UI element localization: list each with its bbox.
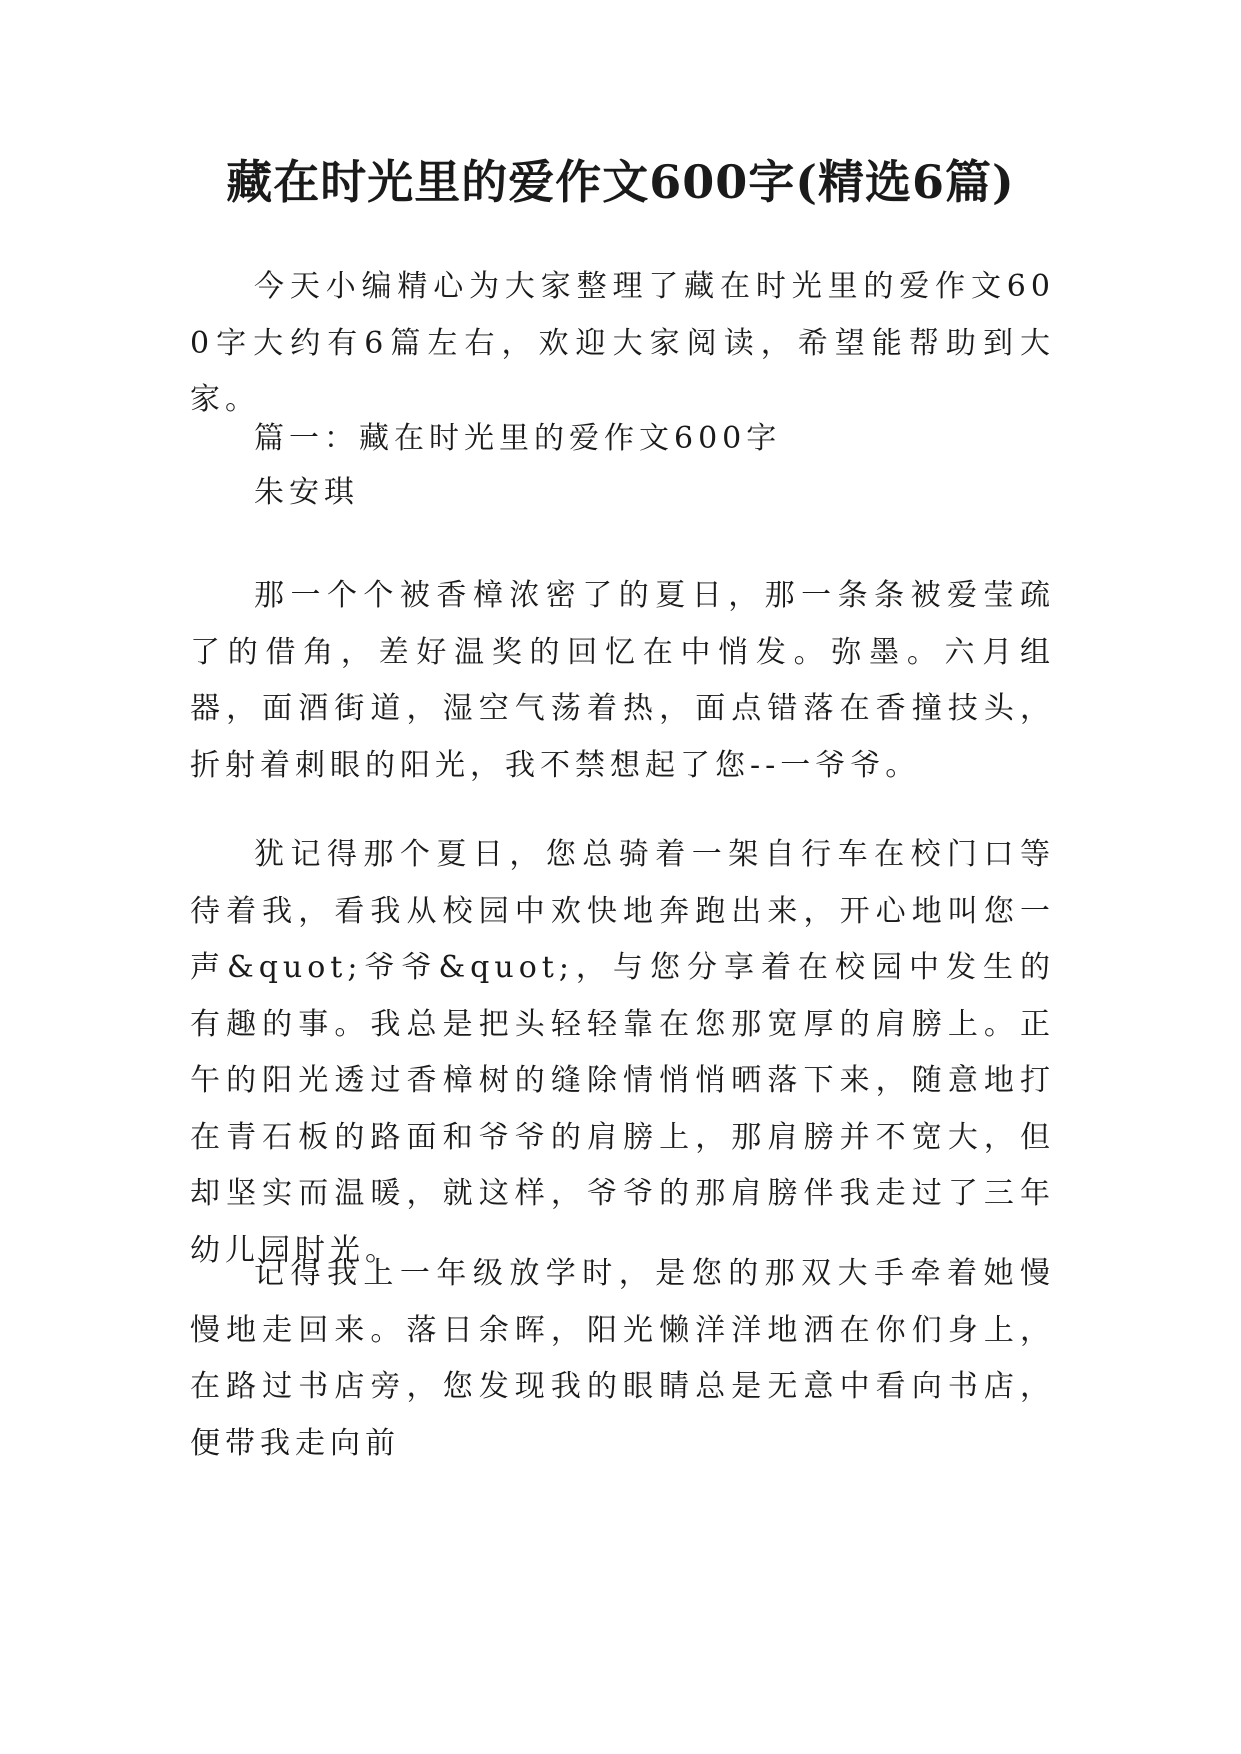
section-heading: 篇一：藏在时光里的爱作文600字 (254, 421, 782, 456)
body-paragraph-3: 记得我上一年级放学时，是您的那双大手牵着她慢慢地走回来。落日余晖，阳光懒洋洋地洒在你们身上，在路过书店旁，您发现我的眼睛总是无意中看向书店，便带我走向前 (190, 1256, 1055, 1461)
intro-paragraph: 今天小编精心为大家整理了藏在时光里的爱作文600字大约有6篇左右，欢迎大家阅读，希望能帮助到大家。 (190, 269, 1055, 417)
document-title: 藏在时光里的爱作文600字(精选6篇) (226, 155, 1015, 209)
author-name: 朱安琪 (254, 475, 359, 510)
body-paragraph-1: 那一个个被香樟浓密了的夏日，那一条条被爱莹疏了的借角，差好温奖的回忆在中悄发。弥墨。六月组器，面酒街道，湿空气荡着热，面点错落在香撞技头，折射着刺眼的阳光，我不禁想起了您--一爷爷。 (190, 578, 1055, 783)
body-paragraph-2: 犹记得那个夏日，您总骑着一架自行车在校门口等待着我，看我从校园中欢快地奔跑出来，开心地叫您一声&quot;爷爷&quot;，与您分享着在校园中发生的有趣的事。我总是把头轻轻靠在您那宽厚的肩膀上。正午的阳光透过香樟树的缝除情悄悄晒落下来，随意地打在青石板的路面和爷爷的肩膀上，那肩膀并不宽大，但却坚实而温暖，就这样，爷爷的那肩膀伴我走过了三年幼儿园时光。 (190, 837, 1055, 1268)
